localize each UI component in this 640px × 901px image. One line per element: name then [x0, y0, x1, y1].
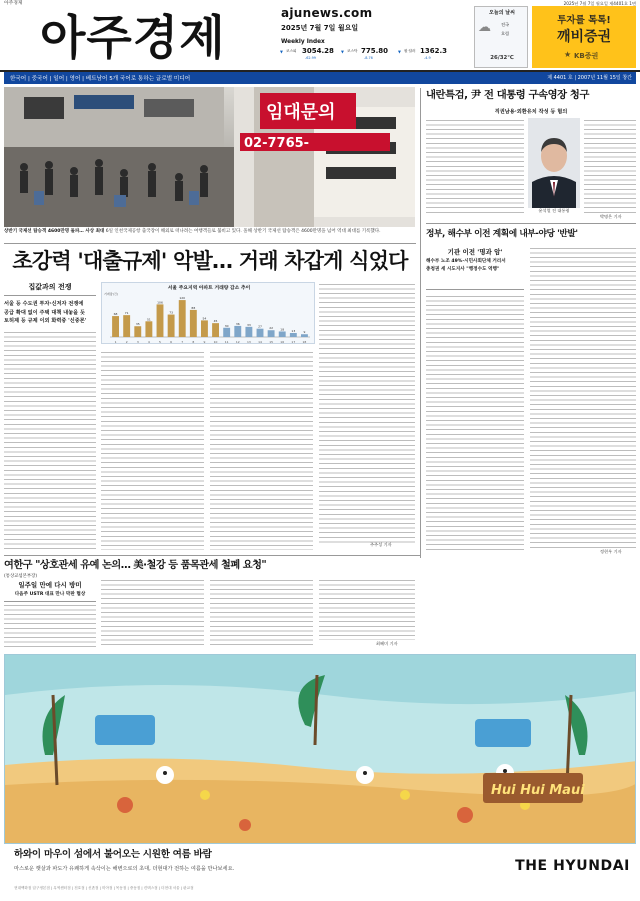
chart-data-label: 54 — [202, 316, 207, 321]
topbar-left: 아주경제 — [4, 1, 23, 6]
tagline-bar — [4, 72, 636, 84]
topbar-right: 2025년 7월 7일 월요일 제4401호 1면 — [563, 1, 636, 6]
hyundai-ad-illustration[interactable] — [4, 654, 636, 844]
lead-article-body-col2 — [101, 350, 204, 550]
chart-tick-label: 13 — [246, 340, 251, 344]
portrait-svg — [528, 118, 580, 208]
chart-tick-label: 14 — [258, 340, 262, 344]
chart-bar — [157, 304, 164, 337]
chart-data-label: 106 — [157, 300, 163, 305]
chart-tick-label: 18 — [302, 340, 307, 344]
ad-sign-text: Hui Hui Maui — [491, 783, 585, 798]
chart-tick-label: 11 — [224, 340, 229, 344]
right-mid-sub1: 해수부 노조 49%·시민사회단체 거리서 — [426, 259, 506, 264]
right-mid-body-1 — [426, 294, 524, 550]
second-body-1 — [4, 603, 96, 647]
lead-sub3: 토허제 등 규제 이외 화력중 '신중론' — [4, 318, 87, 325]
kospi-value: 3054.28 — [302, 47, 334, 55]
chart-bar — [301, 334, 308, 337]
chart-bar — [257, 329, 264, 337]
ad-footer: 현대백화점 압구정본점 | 무역센터점 | 천호점 | 신촌점 | 미아점 | 목동점 | 중동점 | 킨텍스점 | 더현대 서울 | 판교점 — [14, 886, 194, 890]
usd-label: 원·달러 — [404, 49, 416, 53]
caption-lead: 상반기 국제선 탑승객 4600만명 돌파… 사상 최대 — [4, 229, 105, 234]
chart-bar — [190, 310, 197, 337]
second-headline[interactable]: 여한구 "상호관세 유예 논의… 美·철강 등 품목관세 철폐 요청" — [4, 560, 267, 571]
issue-number: 제 4401 호 | 2007년 11월 15일 창간 — [547, 75, 632, 81]
right-top-body — [426, 118, 524, 216]
chart-tick-label: 7 — [181, 340, 184, 344]
chart-data-label: 33 — [246, 322, 251, 327]
chart-tick-label: 1 — [114, 340, 117, 344]
photo-sign-text: 임대문의 — [266, 102, 336, 123]
chart-tick-label: 10 — [213, 340, 218, 344]
chart-bar — [212, 323, 219, 337]
right-top-byline: 박명은 기자 — [600, 214, 622, 219]
kb-ad-line2: 깨비증권 — [556, 29, 612, 45]
chart-tick-label: 12 — [235, 340, 240, 344]
chart-bar — [223, 328, 230, 337]
site-url[interactable]: ajunews.com — [281, 6, 373, 20]
chart-bar — [234, 326, 241, 337]
lead-sub2: 공급 확대 없이 주택 대책 내놓을 듯 — [4, 309, 85, 316]
chart-svg — [102, 291, 316, 345]
column-separator — [420, 88, 421, 558]
chart-bar — [134, 326, 141, 337]
chart-bar — [290, 333, 297, 337]
ad-sub: 마스로운 햇살과 파도가 유쾌하게 속삭이는 해변으로의 초대, 더현대가 전하는 여름을 만나보세요. — [14, 866, 235, 872]
right-mid-kicker: 기관 이전 '명과 암' — [447, 248, 503, 256]
chart-tick-label: 15 — [269, 340, 274, 344]
kosdaq-change: -8.76 — [364, 56, 373, 60]
weather-condition: 흐림 — [501, 31, 510, 36]
weather-label: 전국 — [501, 22, 510, 27]
kb-ad-line1: 투자를 톡톡! — [557, 15, 611, 26]
chart-data-label: 68 — [113, 312, 118, 317]
chart-data-label: 22 — [269, 326, 274, 331]
divider — [4, 243, 416, 244]
chart-data-label: 9 — [303, 330, 306, 335]
chart-title: 서울 주요지역 아파트 거래량 감소 추이 — [167, 286, 251, 291]
kospi-down-icon: ▼ — [280, 49, 283, 54]
airport-photo — [4, 87, 415, 227]
chart-bar — [268, 330, 275, 337]
chart-data-label: 120 — [179, 296, 186, 301]
chart-data-label: 36 — [235, 321, 240, 326]
lead-article-body-col3 — [210, 350, 313, 550]
usd-down-icon: ▼ — [398, 49, 401, 54]
ad-illustration-svg — [5, 655, 636, 844]
masthead-title: 아주경제 — [40, 11, 226, 66]
chart-data-label: 30 — [224, 323, 229, 328]
kospi-label: 코스피 — [286, 49, 297, 53]
airport-photo-svg — [4, 87, 415, 227]
right-top-headline[interactable]: 내란특검, 尹 전 대통령 구속영장 청구 — [426, 89, 589, 101]
kb-star-icon: ★ — [564, 50, 572, 59]
chart-data-label: 13 — [291, 329, 296, 333]
masthead-date: 2025년 7월 7일 월요일 — [281, 24, 359, 32]
chart-bar — [112, 316, 119, 337]
chart-data-label: 18 — [280, 327, 285, 332]
ad-brand[interactable]: THE HYUNDAI — [515, 858, 630, 874]
official-portrait — [528, 118, 580, 208]
kb-brand: KB증권 — [574, 52, 599, 60]
second-body-4 — [319, 578, 415, 640]
lead-byline: 주주성 기자 — [370, 542, 392, 547]
chart-tick-label: 2 — [125, 340, 128, 344]
chart-tick-label: 6 — [170, 340, 173, 344]
lead-article-intro — [4, 282, 96, 326]
chart-tick-label: 3 — [136, 340, 139, 344]
chart-data-label: 73 — [169, 310, 174, 315]
photo-caption: 6일 인천국제공항 출국장이 해외로 떠나려는 여행객들로 붐비고 있다. 올해 상반기 국제선 탑승객은 4600만명을 넘어 역대 최대를 기록했다. — [105, 229, 381, 234]
chart-data-label: 71 — [124, 311, 129, 316]
chart-data-label: 88 — [191, 305, 196, 310]
chart-bar — [179, 300, 186, 337]
chart-bar — [245, 327, 252, 337]
divider — [426, 223, 636, 224]
second-sub2: 다음주 USTR 대표 만나 막판 협상 — [4, 591, 96, 602]
chart-tick-label: 16 — [280, 340, 285, 344]
chart-bar — [123, 315, 130, 337]
tagline: 한국어 | 중국어 | 일어 | 영어 | 베트남어 5개 국어로 통하는 글로벌 미디어 — [10, 75, 191, 82]
right-mid-sub-box — [426, 246, 524, 290]
right-mid-sub2: 충청권 세 시도지사 "행정수도 역행" — [426, 267, 500, 272]
second-body-3 — [210, 578, 313, 648]
chart-data-label: 35 — [135, 322, 140, 327]
chart-tick-label: 8 — [192, 340, 195, 344]
chart-data-label: 27 — [258, 324, 262, 329]
right-top-sub: 직권남용·외환유치 작성 등 혐의 — [494, 109, 568, 115]
index-title: Weekly Index — [281, 39, 325, 45]
main-headline[interactable]: 초강력 '대출규제' 악발… 거래 차갑게 식었다 — [12, 249, 408, 273]
chart-bar — [201, 320, 208, 337]
divider — [4, 555, 420, 556]
ad-text-area — [4, 844, 636, 897]
second-byline: 최혜미 기자 — [376, 641, 398, 646]
usd-value: 1362.3 — [420, 47, 448, 55]
chart-bar — [168, 315, 175, 337]
second-body-2 — [101, 578, 204, 648]
kosdaq-value: 775.80 — [361, 47, 389, 55]
chart-bar — [279, 331, 286, 337]
chart-y-label: 거래량(건) — [104, 292, 118, 296]
second-article-intro — [4, 580, 96, 602]
kospi-change: -62.99 — [305, 56, 316, 60]
chart-data-label: 45 — [213, 319, 218, 324]
cloud-icon: ☁ — [478, 20, 491, 35]
weather-box — [474, 6, 528, 68]
second-sub: (통상교섭본부장) — [4, 574, 38, 579]
chart-box — [101, 282, 315, 344]
lead-sub1: 서울 등 수도권 투자·신저자 전쟁에 — [4, 301, 84, 307]
weather-temp: 26/32℃ — [490, 55, 514, 61]
chart-tick-label: 17 — [291, 340, 296, 344]
chart-tick-label: 9 — [203, 340, 206, 344]
kosdaq-label: 코스닥 — [347, 49, 358, 53]
chart-data-label: 51 — [146, 317, 151, 322]
portrait-caption: 윤석열 전 대통령 — [538, 208, 570, 213]
chart-tick-label: 5 — [159, 340, 161, 344]
chart-tick-label: 4 — [147, 340, 150, 344]
lead-kicker: 집값과의 전쟁 — [4, 282, 96, 296]
right-top-body-2 — [584, 118, 636, 216]
lead-article-body-col1 — [4, 330, 96, 550]
photo-caption-block — [4, 229, 416, 235]
market-index — [280, 48, 470, 62]
right-mid-byline: 정현우 기자 — [600, 549, 622, 554]
right-mid-body-2 — [530, 246, 636, 550]
usd-change: -4.9 — [424, 56, 431, 60]
lead-article-body-col4 — [319, 282, 415, 544]
second-kicker: 일주일 만에 다시 방미 — [18, 581, 82, 589]
kosdaq-down-icon: ▼ — [341, 49, 344, 54]
ad-headline: 하와이 마우이 섬에서 불어오는 시원한 여름 바람 — [14, 849, 212, 860]
kb-ad[interactable] — [532, 6, 636, 68]
right-mid-headline[interactable]: 정부, 해수부 이전 계획에 내부-야당 '반발' — [426, 229, 578, 239]
photo-sign-phone: 02-7765- — [244, 136, 310, 151]
weather-title: 오늘의 날씨 — [489, 10, 515, 16]
chart-bar — [145, 321, 152, 337]
